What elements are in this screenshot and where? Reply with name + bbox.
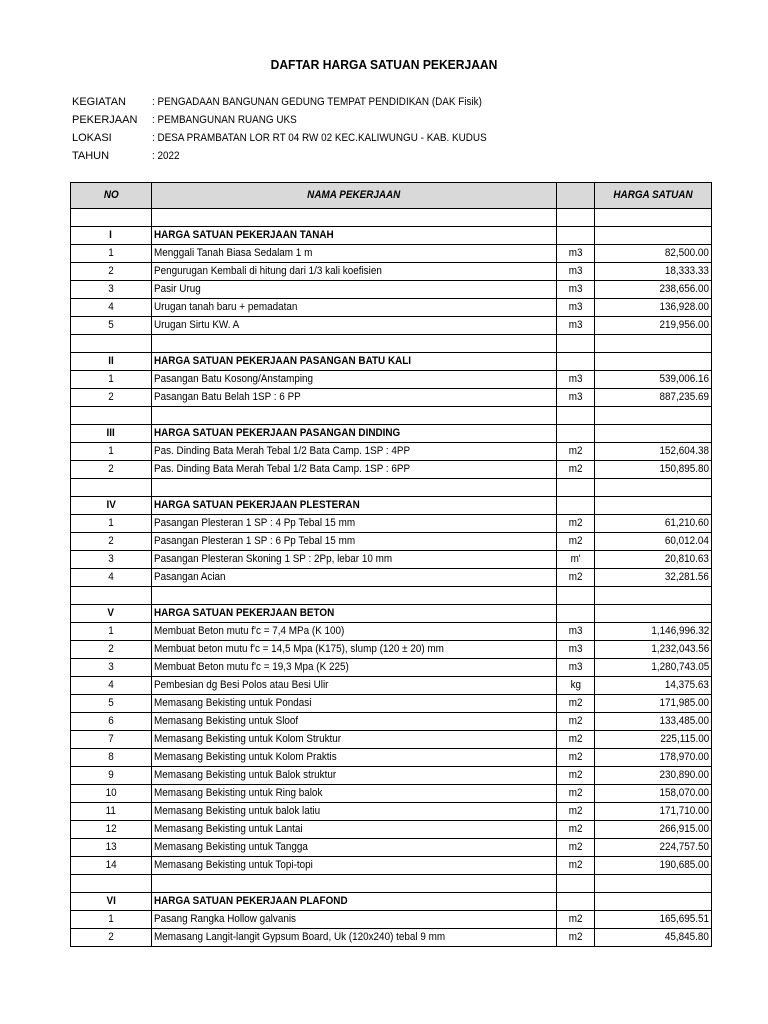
blank-row [71, 875, 712, 893]
cell-no: 6 [71, 713, 152, 731]
cell-unit: kg [557, 677, 595, 695]
cell-unit [557, 587, 595, 605]
cell-price: 136,928.00 [595, 299, 712, 317]
table-row [71, 731, 712, 749]
cell-unit: m2 [557, 839, 595, 857]
cell-price: 82,500.00 [595, 245, 712, 263]
cell-unit: m2 [557, 767, 595, 785]
section-row [71, 227, 712, 245]
cell-name: Memasang Bekisting untuk Pondasi [152, 695, 557, 713]
section-row [71, 497, 712, 515]
cell-unit: m2 [557, 785, 595, 803]
cell-price [595, 407, 712, 425]
cell-unit [557, 227, 595, 245]
cell-name: Memasang Bekisting untuk Balok struktur [152, 767, 557, 785]
cell-price [595, 353, 712, 371]
cell-name: Pasang Rangka Hollow galvanis [152, 911, 557, 929]
blank-row [71, 407, 712, 425]
cell-name: Pasangan Plesteran 1 SP : 4 Pp Tebal 15 mm [152, 515, 557, 533]
cell-no: 13 [71, 839, 152, 857]
cell-no: 1 [71, 623, 152, 641]
table-row [71, 785, 712, 803]
cell-name: Urugan tanah baru + pemadatan [152, 299, 557, 317]
cell-name: Pasangan Plesteran 1 SP : 6 Pp Tebal 15 mm [152, 533, 557, 551]
cell-unit [557, 335, 595, 353]
table-row [71, 389, 712, 407]
cell-price: 1,232,043.56 [595, 641, 712, 659]
cell-price: 178,970.00 [595, 749, 712, 767]
cell-no: 2 [71, 533, 152, 551]
cell-price: 1,146,996.32 [595, 623, 712, 641]
cell-unit: m2 [557, 731, 595, 749]
cell-name: Pasangan Batu Belah 1SP : 6 PP [152, 389, 557, 407]
table-row [71, 929, 712, 947]
cell-no: 4 [71, 569, 152, 587]
table-row [71, 695, 712, 713]
cell-unit: m3 [557, 245, 595, 263]
cell-name: HARGA SATUAN PEKERJAAN PLAFOND [152, 893, 557, 911]
cell-unit: m3 [557, 317, 595, 335]
meta-row [72, 93, 524, 111]
cell-no: 3 [71, 659, 152, 677]
cell-name [152, 479, 557, 497]
section-row [71, 893, 712, 911]
table-row [71, 533, 712, 551]
cell-name: Pasir Urug [152, 281, 557, 299]
cell-name: Membuat Beton mutu f'c = 7,4 MPa (K 100) [152, 623, 557, 641]
cell-name: Memasang Bekisting untuk Sloof [152, 713, 557, 731]
cell-price: 18,333.33 [595, 263, 712, 281]
table-row [71, 803, 712, 821]
cell-no [71, 875, 152, 893]
cell-price: 225,115.00 [595, 731, 712, 749]
table-row [71, 551, 712, 569]
table-row [71, 281, 712, 299]
cell-no: 2 [71, 461, 152, 479]
cell-unit [557, 353, 595, 371]
cell-name: Menggali Tanah Biasa Sedalam 1 m [152, 245, 557, 263]
table-row [71, 911, 712, 929]
cell-unit: m2 [557, 461, 595, 479]
cell-no: 2 [71, 929, 152, 947]
cell-name: Membuat Beton mutu f'c = 19,3 Mpa (K 225) [152, 659, 557, 677]
cell-name: Membuat beton mutu f'c = 14,5 Mpa (K175), slump (120 ± 20) mm [152, 641, 557, 659]
meta-row [72, 147, 524, 165]
document-title: DAFTAR HARGA SATUAN PEKERJAAN [270, 57, 498, 72]
cell-price: 1,280,743.05 [595, 659, 712, 677]
cell-name: Memasang Bekisting untuk Kolom Praktis [152, 749, 557, 767]
cell-name: Memasang Bekisting untuk balok latiu [152, 803, 557, 821]
cell-name [152, 587, 557, 605]
cell-name: HARGA SATUAN PEKERJAAN PASANGAN BATU KALI [152, 353, 557, 371]
cell-name: Pengurugan Kembali di hitung dari 1/3 kali koefisien [152, 263, 557, 281]
table-row [71, 641, 712, 659]
section-row [71, 353, 712, 371]
table-row [71, 443, 712, 461]
cell-unit: m3 [557, 623, 595, 641]
meta-label: PEKERJAAN [72, 114, 138, 126]
cell-name: Urugan Sirtu KW. A [152, 317, 557, 335]
cell-unit: m2 [557, 749, 595, 767]
cell-name: Pasangan Plesteran Skoning 1 SP : 2Pp, lebar 10 mm [152, 551, 557, 569]
cell-price [595, 605, 712, 623]
table-row [71, 371, 712, 389]
table-header-row [71, 183, 712, 209]
cell-unit: m' [557, 551, 595, 569]
cell-no: 11 [71, 803, 152, 821]
cell-name [152, 335, 557, 353]
cell-no: 1 [71, 443, 152, 461]
cell-price: 887,235.69 [595, 389, 712, 407]
table-row [71, 461, 712, 479]
cell-no [71, 479, 152, 497]
cell-name: Pasangan Batu Kosong/Anstamping [152, 371, 557, 389]
cell-unit: m2 [557, 695, 595, 713]
table-row [71, 515, 712, 533]
cell-no [71, 335, 152, 353]
cell-unit: m2 [557, 857, 595, 875]
header-name: NAMA PEKERJAAN [152, 183, 557, 209]
cell-unit [557, 407, 595, 425]
cell-price: 266,915.00 [595, 821, 712, 839]
cell-no: 5 [71, 695, 152, 713]
cell-unit [557, 875, 595, 893]
cell-name: Memasang Bekisting untuk Kolom Struktur [152, 731, 557, 749]
cell-no: 4 [71, 299, 152, 317]
cell-price: 230,890.00 [595, 767, 712, 785]
cell-price: 158,070.00 [595, 785, 712, 803]
cell-no: 3 [71, 551, 152, 569]
blank-row [71, 479, 712, 497]
cell-no: 14 [71, 857, 152, 875]
cell-no: 1 [71, 515, 152, 533]
cell-name [152, 407, 557, 425]
cell-no: I [71, 227, 152, 245]
meta-label: LOKASI [72, 132, 112, 144]
cell-no: IV [71, 497, 152, 515]
table-row [71, 749, 712, 767]
cell-price: 150,895.80 [595, 461, 712, 479]
price-table [70, 182, 712, 947]
cell-no: 10 [71, 785, 152, 803]
cell-price: 539,006.16 [595, 371, 712, 389]
cell-unit: m2 [557, 515, 595, 533]
section-row [71, 605, 712, 623]
cell-no: 3 [71, 281, 152, 299]
cell-price: 165,695.51 [595, 911, 712, 929]
cell-unit: m2 [557, 803, 595, 821]
cell-unit: m3 [557, 371, 595, 389]
cell-unit [557, 497, 595, 515]
cell-price: 190,685.00 [595, 857, 712, 875]
cell-name: Memasang Langit-langit Gypsum Board, Uk (120x240) tebal 9 mm [152, 929, 557, 947]
cell-no: 8 [71, 749, 152, 767]
cell-price: 219,956.00 [595, 317, 712, 335]
table-row [71, 767, 712, 785]
table-row [71, 857, 712, 875]
cell-name: Pas. Dinding Bata Merah Tebal 1/2 Bata Camp. 1SP : 6PP [152, 461, 557, 479]
cell-unit: m3 [557, 659, 595, 677]
table-row [71, 245, 712, 263]
cell-name: Memasang Bekisting untuk Lantai [152, 821, 557, 839]
document-meta [72, 93, 524, 165]
table-row [71, 569, 712, 587]
cell-unit: m2 [557, 533, 595, 551]
cell-unit: m3 [557, 281, 595, 299]
cell-no: 2 [71, 389, 152, 407]
blank-row [71, 335, 712, 353]
header-unit [557, 183, 595, 209]
cell-price [595, 479, 712, 497]
cell-unit: m2 [557, 443, 595, 461]
cell-no: 1 [71, 911, 152, 929]
cell-no: 1 [71, 371, 152, 389]
cell-unit: m2 [557, 821, 595, 839]
cell-unit: m3 [557, 299, 595, 317]
meta-label: TAHUN [72, 150, 110, 162]
meta-value: : PENGADAAN BANGUNAN GEDUNG TEMPAT PENDIDIKAN (DAK Fisik) [152, 96, 482, 108]
cell-no: 7 [71, 731, 152, 749]
cell-unit: m2 [557, 929, 595, 947]
cell-no: III [71, 425, 152, 443]
cell-price [595, 209, 712, 227]
cell-unit: m2 [557, 569, 595, 587]
meta-row [72, 129, 524, 147]
cell-name [152, 209, 557, 227]
cell-no: V [71, 605, 152, 623]
meta-label: KEGIATAN [72, 96, 126, 108]
cell-price: 20,810.63 [595, 551, 712, 569]
blank-row [71, 209, 712, 227]
cell-unit [557, 209, 595, 227]
section-row [71, 425, 712, 443]
cell-no: II [71, 353, 152, 371]
cell-name: Pembesian dg Besi Polos atau Besi Ulir [152, 677, 557, 695]
cell-price [595, 335, 712, 353]
cell-no: 2 [71, 641, 152, 659]
cell-name: Memasang Bekisting untuk Tangga [152, 839, 557, 857]
cell-no: 9 [71, 767, 152, 785]
cell-name: Pas. Dinding Bata Merah Tebal 1/2 Bata Camp. 1SP : 4PP [152, 443, 557, 461]
table-row [71, 839, 712, 857]
cell-no: VI [71, 893, 152, 911]
cell-name: Memasang Bekisting untuk Ring balok [152, 785, 557, 803]
header-price: HARGA SATUAN [595, 183, 712, 209]
cell-unit: m3 [557, 641, 595, 659]
cell-unit [557, 425, 595, 443]
table-row [71, 821, 712, 839]
table-row [71, 299, 712, 317]
cell-name: HARGA SATUAN PEKERJAAN BETON [152, 605, 557, 623]
cell-unit [557, 605, 595, 623]
cell-price: 45,845.80 [595, 929, 712, 947]
cell-unit: m3 [557, 389, 595, 407]
meta-row [72, 111, 524, 129]
cell-price [595, 893, 712, 911]
table-row [71, 677, 712, 695]
cell-price: 171,985.00 [595, 695, 712, 713]
header-no: NO [71, 183, 152, 209]
cell-name: Pasangan Acian [152, 569, 557, 587]
cell-price: 133,485.00 [595, 713, 712, 731]
blank-row [71, 587, 712, 605]
meta-value: : 2022 [152, 150, 180, 162]
cell-price: 32,281.56 [595, 569, 712, 587]
cell-unit [557, 893, 595, 911]
meta-value: : PEMBANGUNAN RUANG UKS [152, 114, 297, 126]
cell-price: 224,757.50 [595, 839, 712, 857]
cell-no: 5 [71, 317, 152, 335]
cell-name [152, 875, 557, 893]
cell-price [595, 425, 712, 443]
cell-price [595, 227, 712, 245]
cell-name: HARGA SATUAN PEKERJAAN TANAH [152, 227, 557, 245]
cell-price [595, 497, 712, 515]
cell-unit [557, 479, 595, 497]
cell-no: 1 [71, 245, 152, 263]
cell-price: 61,210.60 [595, 515, 712, 533]
cell-unit: m2 [557, 911, 595, 929]
cell-unit: m2 [557, 713, 595, 731]
cell-name: HARGA SATUAN PEKERJAAN PASANGAN DINDING [152, 425, 557, 443]
cell-price: 238,656.00 [595, 281, 712, 299]
cell-no [71, 407, 152, 425]
cell-no [71, 209, 152, 227]
cell-unit: m3 [557, 263, 595, 281]
cell-name: Memasang Bekisting untuk Topi-topi [152, 857, 557, 875]
table-row [71, 623, 712, 641]
table-row [71, 713, 712, 731]
table-row [71, 659, 712, 677]
cell-name: HARGA SATUAN PEKERJAAN PLESTERAN [152, 497, 557, 515]
meta-value: : DESA PRAMBATAN LOR RT 04 RW 02 KEC.KALIWUNGU - KAB. KUDUS [152, 132, 487, 144]
cell-price: 152,604.38 [595, 443, 712, 461]
cell-no [71, 587, 152, 605]
table-row [71, 317, 712, 335]
cell-no: 2 [71, 263, 152, 281]
cell-no: 4 [71, 677, 152, 695]
table-row [71, 263, 712, 281]
cell-price [595, 587, 712, 605]
cell-no: 12 [71, 821, 152, 839]
cell-price: 14,375.63 [595, 677, 712, 695]
cell-price [595, 875, 712, 893]
cell-price: 60,012.04 [595, 533, 712, 551]
cell-price: 171,710.00 [595, 803, 712, 821]
